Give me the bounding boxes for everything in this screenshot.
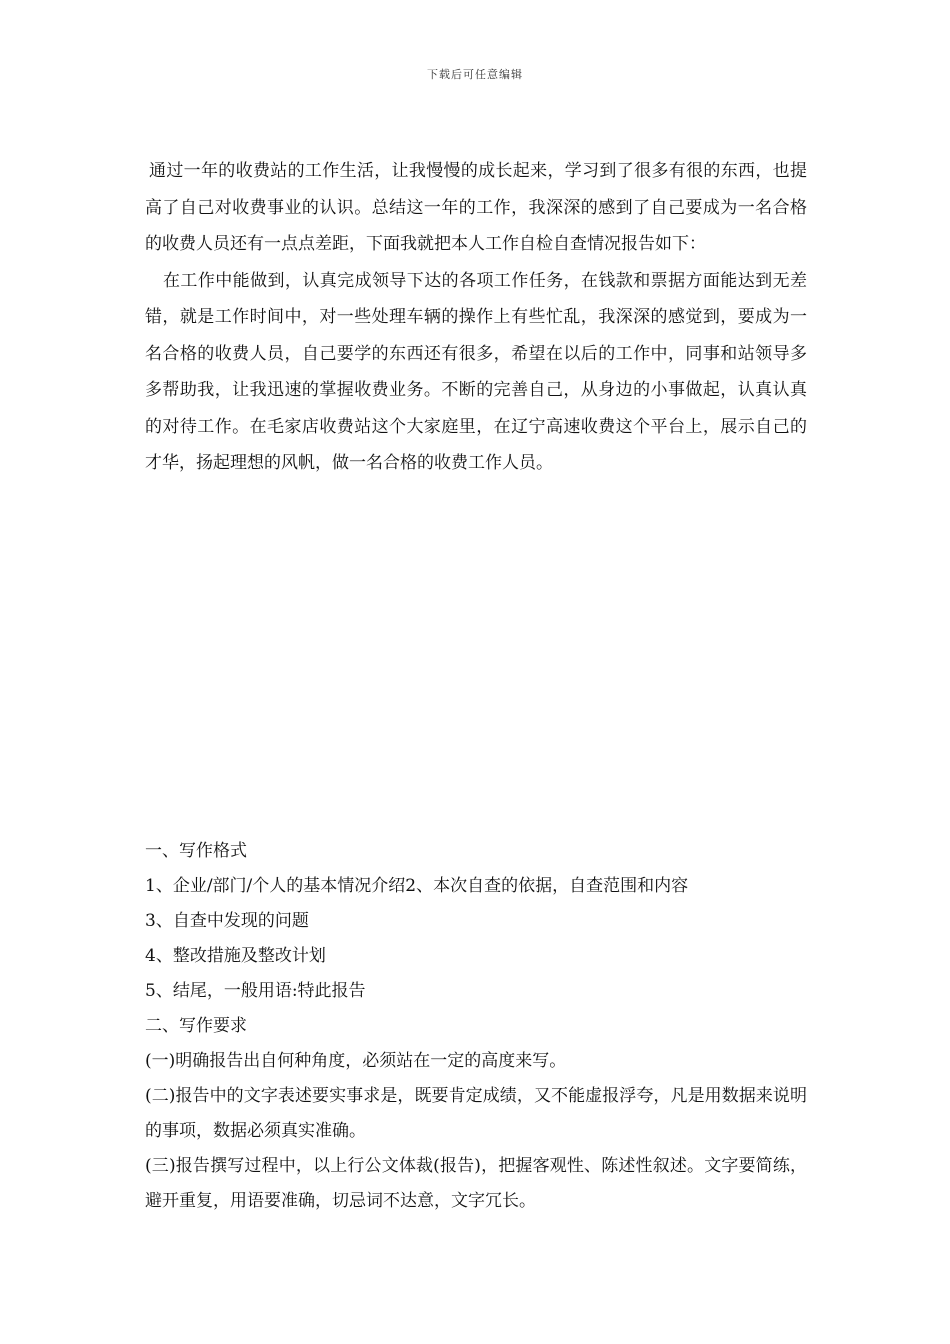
guide-requirement: (二)报告中的文字表述要实事求是，既要肯定成绩，又不能虚报浮夸，凡是用数据来说明的事项，数据必须真实准确。 [145,1086,807,1141]
guide-heading-format: 一、写作格式 [145,841,247,861]
writing-guide [145,834,807,1219]
guide-item: 4、整改措施及整改计划 [145,946,326,966]
paragraph-self-check: 在工作中能做到，认真完成领导下达的各项工作任务，在钱款和票据方面能达到无差错，就是工作时间中，对一些处理车辆的操作上有些忙乱，我深深的感觉到，要成为一名合格的收费人员，自己要学的东西还有很多，希望在以后的工作中，同事和站领导多多帮助我，让我迅速的掌握收费业务。不断的完善自己，从身边的小事做起，认真认真的对待工作。在毛家店收费站这个大家庭里，在辽宁高速收费这个平台上，展示自己的才华，扬起理想的风帆，做一名合格的收费工作人员。 [145,270,807,473]
guide-requirement: (一)明确报告出自何种角度，必须站在一定的高度来写。 [145,1051,567,1071]
guide-item: 3、自查中发现的问题 [145,911,309,931]
header-note: 下载后可任意编辑 [427,68,523,81]
guide-item: 5、结尾，一般用语:特此报告 [145,981,366,1001]
guide-item: 1、企业/部门/个人的基本情况介绍2、本次自查的依据，自查范围和内容 [145,876,689,896]
report-body [145,153,807,482]
guide-heading-requirements: 二、写作要求 [145,1016,247,1036]
paragraph-intro: 通过一年的收费站的工作生活，让我慢慢的成长起来，学习到了很多有很的东西，也提高了自己对收费事业的认识。总结这一年的工作，我深深的感到了自己要成为一名合格的收费人员还有一点点差距，下面我就把本人工作自检自查情况报告如下： [145,161,807,254]
guide-requirement: (三)报告撰写过程中，以上行公文体裁(报告)，把握客观性、陈述性叙述。文字要简练，避开重复，用语要准确，切忌词不达意，文字冗长。 [145,1156,807,1211]
